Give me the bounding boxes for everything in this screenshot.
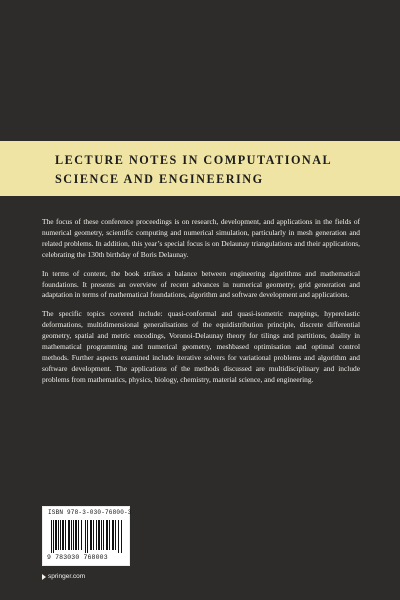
arrow-right-icon: [42, 574, 46, 580]
description-paragraph-1: The focus of these conference proceedings is on research, development, and applications in the fields of numerical geometry, scientific computing and numerical simulation, particularly in mesh generation and related problems. In addition, this year’s special focus is on Delaunay triangulations and their applications, celebrating the 130th birthday of Boris Delaunay.: [42, 217, 360, 259]
cover-description: [42, 217, 360, 394]
isbn-label: ISBN 978-3-030-76800-3: [48, 509, 132, 516]
series-title: LECTURE NOTES IN COMPUTATIONAL SCIENCE AND ENGINEERING: [55, 153, 332, 186]
publisher-url: springer.com: [48, 573, 86, 580]
barcode-digits: 9 783030 768003: [47, 554, 108, 561]
description-paragraph-3: The specific topics covered include: quasi-conformal and quasi-isometric mappings, hyperelastic deformations, multidimensional generalisations of the equidistribution principle, discrete differential geometry, spatial and metric encodings, Voronoi-Delaunay theory for tilings and partitions, duality in mathematical programming and numerical geometry, meshbased optimisation and optimal control methods. Further aspects examined include iterative solvers for variational problems and algorithm and software development. The applications of the methods discussed are multidisciplinary and include problems from mathematics, physics, biology, chemistry, material science, and engineering.: [42, 309, 360, 384]
description-paragraph-2: In terms of content, the book strikes a balance between engineering algorithms and mathematical foundations. It presents an overview of recent advances in numerical geometry, grid generation and adaptation in terms of mathematical foundations, algorithm and software development and applications.: [42, 268, 360, 300]
isbn-barcode: [42, 506, 130, 566]
publisher-link[interactable]: [42, 573, 85, 581]
barcode-bars: [51, 520, 123, 553]
